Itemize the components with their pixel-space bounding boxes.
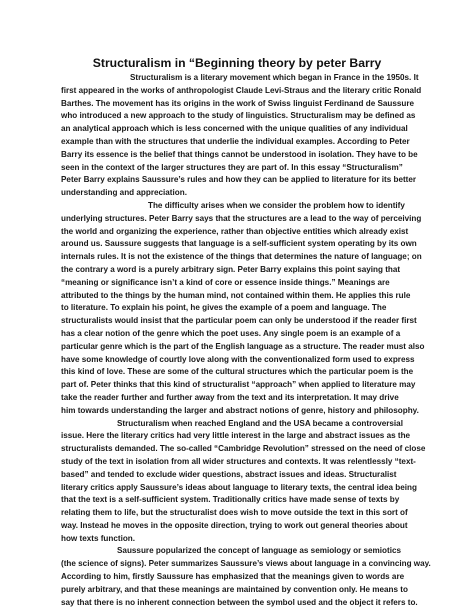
text-line: example than with the structures that underlie the individual examples. According to Peter [61,136,410,146]
text-line: understanding and appreciation. [61,188,187,198]
text-line: the contrary a word is a purely arbitrary sign. Peter Barry explains this point saying that [61,264,401,274]
paragraph [61,418,425,546]
text-line: Barthes. The movement has its origins in the work of Swiss linguist Ferdinand de Saussure [61,98,415,108]
text-line: Peter Barry explains Saussure’s rules and how they can be applied to literature for its better [61,175,417,185]
text-line: structuralists would insist that the particular poem can only be understood if the reader first [61,316,417,326]
text-line: this kind of love. These are some of the cultural structures which the particular poem is the [61,367,414,377]
document-title: Structuralism in “Beginning theory by peter Barry [92,56,382,70]
text-line: around us. Saussure suggests that language is a self-sufficient system operating by its own [61,239,417,249]
text-line: According to him, firstly Saussure has emphasized that the meanings given to words are [61,572,405,582]
text-line: purely arbitrary, and that these meanings are maintained by convention only. He means to [61,584,408,594]
text-line: Saussure popularized the concept of language as semiology or semiotics [117,546,401,556]
text-line: structuralists demanded. The so-called “Cambridge Revolution” stressed on the need of close [61,444,426,454]
text-line: particular genre which is the part of the English language as a structure. The reader must also [61,341,425,351]
paragraph [61,72,425,200]
text-line: (the science of signs). Peter summarizes Saussure’s views about language in a convincing way. [61,559,431,569]
text-line: The difficulty arises when we consider the problem how to identify [148,200,405,210]
text-line: who introduced a new approach to the study of linguistics. Structuralism may be defined as [61,111,416,121]
text-line: underlying structures. Peter Barry says that the structures are a lead to the way of perceiving [61,213,422,223]
text-line: relating them to life, but the structuralist does wish to move outside the text in this sort of [61,508,408,518]
paragraph [61,545,431,609]
text-line: have some knowledge of courtly love along with the conventionalized form used to express [61,354,415,364]
text-line: seen in the context of the larger structures they are part of. In this essay “Structuralism” [61,162,403,172]
text-line: based” and tended to exclude wider questions, abstract issues and ideas. Structuralist [61,469,397,479]
text-line: first appeared in the works of anthropologist Claude Levi-Straus and the literary critic Ronald [61,85,422,95]
text-line: Barry its essence is the belief that things cannot be understood in isolation. They have to be [61,149,418,159]
text-line: say that there is no inherent connection between the symbol used and the object it refers to. [61,597,418,607]
text-line: study of the text in isolation from all wider structures and contexts. It was relentlessly “text- [61,456,416,466]
text-line: how texts function. [61,533,136,543]
text-line: way. Instead he moves in the opposite direction, trying to work out general theories about [61,520,408,530]
text-line: literary critics apply Saussure’s ideas about language to literary texts, the central idea being [61,482,417,492]
text-line: has a clear notion of the genre which the poet uses. Any single poem is an example of a [61,328,401,338]
text-line: take the reader further and further away from the text and its interpretation. It may drive [61,392,399,402]
text-line: Structuralism is a literary movement which began in France in the 1950s. It [130,73,419,82]
text-line: part of. Peter thinks that this kind of structuralist “approach” when applied to literature may [61,380,416,390]
document-body [61,72,431,609]
text-line: internals rules. It is not the existence of the things that determines the nature of language; on [61,252,422,262]
text-line: him towards understanding the larger and abstract notions of genre, history and philosophy. [61,405,419,415]
text-line: that the text is a self-sufficient system. Traditionally critics have made sense of texts by [61,495,400,505]
text-line: an analytical approach which is less concerned with the unique qualities of any individual [61,124,408,134]
text-line: the world and organizing the experience, rather than objective entities which already exist [61,226,409,236]
text-line: “meaning or significance isn’t a kind of core or essence inside things.” Meanings are [61,277,390,287]
text-line: Structuralism when reached England and the USA became a controversial [117,418,403,428]
text-line: to literature. To explain his point, he gives the example of a poem and language. The [61,303,387,313]
text-line: issue. Here the literary critics had very little interest in the large and abstract issues as the [61,431,411,441]
paragraph [61,200,425,418]
text-line: attributed to the things by the human mind, not contained within them. He applies this rule [61,290,411,300]
